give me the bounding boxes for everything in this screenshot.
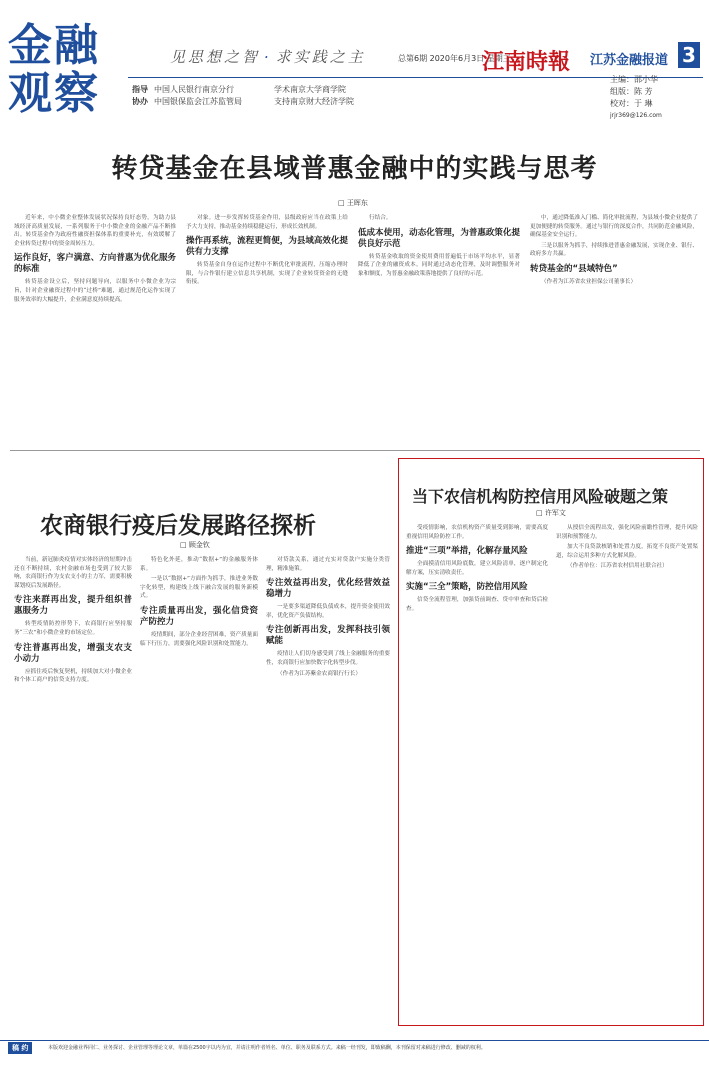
guide-label: 指导 [132, 85, 148, 94]
paragraph: 应抓住疫后恢复契机，持续加大对小微企业和个体工商户的信贷支持力度。 [14, 668, 132, 684]
paragraph: 一是要多渠道降低负债成本，提升资金使用效率，优化资产负债结构。 [266, 604, 390, 619]
article3-column-2 [556, 524, 698, 1018]
section-heading: 推进“三项”举措，化解存量风险 [406, 546, 528, 557]
footer-text: 本版欢迎金融业界同仁、业务探讨、企业管理等理论文章，单篇在2500字以内为宜，并请注明作者姓名、单位、职务及联系方式。来稿一经刊发，即致稿酬，本刊保留对来稿进行修改、删减的权利。 [48, 1045, 486, 1051]
newspaper-brand: 江南時報 [482, 50, 571, 75]
article1-byline: □ 王晖东 [338, 199, 368, 207]
article2-column-1 [14, 556, 132, 1034]
page-number: 3 [678, 42, 700, 68]
contact-email: jrjr369@126.com [610, 112, 662, 119]
section-heading: 转贷基金的“县域特色” [530, 263, 618, 274]
editor-line: 校对：于 琳 [610, 99, 653, 108]
column-logo-line-1: 金融 [8, 20, 100, 71]
article1-column-3 [358, 214, 520, 444]
section-heading: 运作良好，客户满意、方向普惠为优化服务的标准 [14, 253, 176, 275]
section-heading: 专注质量再出发，强化信贷资产防控力 [140, 605, 258, 627]
paragraph: 对贷款关系，通过充实对贷款户实施分类管理，精准施策。 [266, 557, 390, 572]
article2-byline: □ 顾金钦 [180, 541, 210, 549]
paragraph: 受疫情影响，农信机构资产质量受到影响，需要高度重视信用风险防控工作。 [406, 525, 548, 540]
paragraph: 疫情期间，部分企业经营困难，资产质量面临下行压力，需要强化风险识别和处置能力。 [140, 631, 258, 647]
article3-column-1 [406, 524, 548, 1018]
paragraph: 特色化外延，推动“数据+”的金融服务体系。 [140, 557, 258, 572]
section-heading: 专注效益再出发，优化经营效益稳增力 [266, 578, 390, 600]
footer-label: 稿 约 [8, 1042, 32, 1054]
slogan-part-1: 见思想之智 [170, 48, 261, 66]
paragraph: （作者为江苏紫金农商银行行长） [277, 670, 361, 677]
paragraph: 三是以服务为抓手，持续推进普惠金融发展，实现企业、银行、政府多方共赢。 [530, 242, 698, 258]
paragraph: 从授信全流程出发，强化风险前瞻性管理，提升风险识别和预警能力。 [556, 525, 698, 540]
guide-value: 中国人民银行南京分行 [154, 85, 234, 94]
paragraph: 转型疫情防控形势下，农商银行应坚持服务“三农”和小微企业的市场定位。 [14, 621, 132, 636]
article1-column-4 [530, 214, 698, 444]
section-divider [10, 450, 700, 451]
support-label: 支持 [274, 97, 290, 106]
editor-line: 主编：邵小华 [610, 75, 658, 84]
paragraph: 全面摸清信用风险底数，建立风险清单，逐户制定化解方案，压实清收责任。 [406, 561, 548, 576]
paragraph: 近年来，中小微企业整体发展状况保持良好态势，为助力县域经济高质量发展，一系列服务于中小微企业的金融产品不断推出。转贷基金作为政府性融资担保体系的重要补充，有效缓解了企业转贷过程中的资金周转压力。 [14, 215, 176, 247]
column-logo [8, 22, 108, 118]
article1-title: 转贷基金在县域普惠金融中的实践与思考 [111, 154, 598, 184]
paragraph: 中，通过降低准入门槛、简化审批流程，为县域小微企业提供了更加便捷的转贷服务。通过与银行的深度合作，共同防范金融风险，确保基金安全运行。 [530, 215, 698, 239]
article3-title: 当下农信机构防控信用风险破题之策 [412, 487, 669, 506]
paragraph: 行结合。 [369, 215, 392, 221]
issue-info: 总第6期 2020年6月3日 星期三 [398, 54, 511, 63]
support-block [274, 84, 354, 108]
slogan-part-2: 求实践之主 [275, 48, 366, 66]
slogan-dot: · [264, 48, 272, 66]
paragraph: 转贷基金设立后，坚持问题导向，以服务中小微企业为宗旨，针对企业融资过程中的“过桥”难题，通过规范化运作实现了服务效率的大幅提升，企业满意度持续提高。 [14, 279, 176, 303]
masthead [0, 0, 709, 120]
paragraph: 一是以“数据+”方面作为抓手，推进业务数字化转型，构建线上线下融合发展的服务新模式。 [140, 576, 258, 600]
assist-value: 中国银保监会江苏监管局 [154, 97, 242, 106]
paragraph: 转贷基金自身在运作过程中不断优化审批流程，压缩办理时限，与合作银行建立信息共享机制，实现了企业转贷资金的无缝衔接。 [186, 262, 348, 286]
section-heading: 操作再系统，流程更简便，为县域高效化提供有力支撑 [186, 236, 348, 258]
editors-list [610, 74, 658, 110]
support-value: 南京财大经济学院 [290, 97, 354, 106]
article2-column-3 [266, 556, 390, 1034]
article1-column-1 [14, 214, 176, 444]
column-logo-line-2: 观察 [8, 68, 100, 119]
paragraph: 疫情让人们切身感受到了线上金融服务的重要性，农商银行应加快数字化转型步伐。 [266, 651, 390, 666]
newspaper-subbrand: 江苏金融报道 [590, 53, 669, 68]
section-heading: 专注创新再出发，发挥科技引领赋能 [266, 625, 390, 647]
academic-label: 学术 [274, 85, 290, 94]
paragraph: 加大不良贷款核销和处置力度，拓宽不良资产处置渠道，综合运用多种方式化解风险。 [556, 544, 698, 559]
academic-value: 南京大学商学院 [290, 85, 346, 94]
article1-column-2 [186, 214, 348, 444]
section-heading: 专注来群再出发，提升组织普惠服务力 [14, 595, 132, 617]
paragraph: （作者为江苏省农业担保公司董事长） [541, 278, 637, 285]
paragraph: 转贷基金收取的资金使用费用普遍低于市场平均水平，显著降低了企业的融资成本。同时通过动态化管理，及时调整服务对象和额度，为普惠金融政策落地提供了良好的示范。 [358, 253, 520, 277]
article2-column-2 [140, 556, 258, 1034]
article3-byline: □ 许军文 [536, 509, 566, 517]
assist-label: 协办 [132, 97, 148, 106]
section-heading: 低成本使用，动态化管理，为普惠政策化提供良好示范 [358, 227, 520, 249]
section-heading: 专注普惠再出发，增强支农支小动力 [14, 642, 132, 664]
section-heading: 实施“三全”策略，防控信用风险 [406, 582, 528, 593]
slogan [170, 46, 366, 67]
paragraph: 当前，新冠肺炎疫情对实体经济的短期冲击还在不断持续，农村金融市场也受到了较大影响，农商银行作为支农支小的主力军，需要积极谋划疫后发展路径。 [14, 557, 132, 589]
paragraph: 对象。进一步发挥转贷基金作用，县级政府应当在政策上给予大力支持，推动基金持续稳健运行，形成长效机制。 [186, 215, 348, 230]
editor-line: 组版：陈 芳 [610, 87, 653, 96]
article2-title: 农商银行疫后发展路径探析 [40, 513, 316, 539]
paragraph: 信贷全流程管理，加强贷前调查、贷中审查和贷后检查。 [406, 597, 548, 612]
guidance-block [132, 84, 242, 108]
paragraph: （作者单位：江苏省农村信用社联合社） [567, 563, 668, 570]
